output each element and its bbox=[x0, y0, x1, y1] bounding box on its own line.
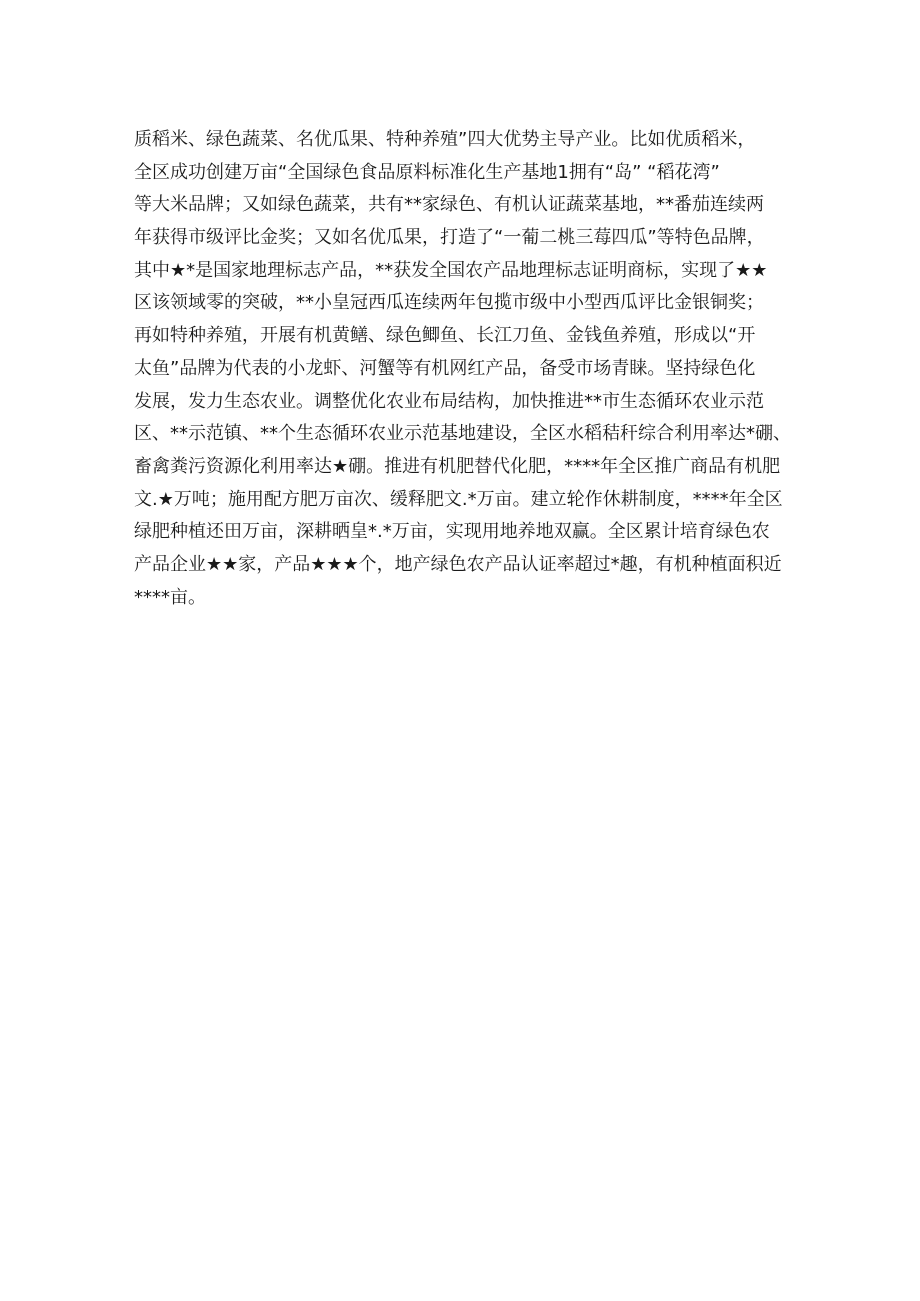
paragraph-line: ****亩。 bbox=[134, 586, 206, 608]
body-paragraph bbox=[134, 124, 814, 614]
paragraph-line: 其中★*是国家地理标志产品，**获发全国农产品地理标志证明商标，实现了★★ bbox=[134, 259, 768, 281]
paragraph-line: 全区成功创建万亩“全国绿色食品原料标准化生产基地1拥有“岛” “稻花湾” bbox=[134, 161, 720, 183]
paragraph-line: 年获得市级评比金奖；又如名优瓜果，打造了“一葡二桃三莓四瓜”等特色品牌， bbox=[134, 227, 765, 249]
paragraph-line: 畜禽粪污资源化利用率达★硼。推进有机肥替代化肥，****年全区推广商品有机肥 bbox=[134, 455, 781, 477]
paragraph-line: 绿肥种植还田万亩，深耕晒皇*.*万亩，实现用地养地双赢。全区累计培育绿色农 bbox=[134, 521, 770, 543]
paragraph-line: 再如特种养殖，开展有机黄鳝、绿色鲫鱼、长江刀鱼、金钱鱼养殖，形成以“开 bbox=[134, 325, 756, 347]
paragraph-line: 产品企业★★家，产品★★★个，地产绿色农产品认证率超过*趣，有机种植面积近 bbox=[134, 553, 782, 575]
paragraph-line: 文.★万吨；施用配方肥万亩次、缓释肥文.*万亩。建立轮作休耕制度，****年全区 bbox=[134, 488, 783, 510]
paragraph-line: 质稻米、绿色蔬菜、名优瓜果、特种养殖”四大优势主导产业。比如优质稻米， bbox=[134, 129, 756, 150]
paragraph-line: 等大米品牌；又如绿色蔬菜，共有**家绿色、有机认证蔬菜基地，**番茄连续两 bbox=[134, 194, 764, 216]
paragraph-line: 区该领域零的突破，**小皇冠西瓜连续两年包揽市级中小型西瓜评比金银铜奖； bbox=[134, 292, 764, 314]
paragraph-line: 太鱼”品牌为代表的小龙虾、河蟹等有机网红产品，备受市场青睐。坚持绿色化 bbox=[134, 357, 756, 379]
paragraph-line: 区、**示范镇、**个生态循环农业示范基地建设，全区水稻秸秆综合利用率达*硼、 bbox=[134, 423, 791, 445]
paragraph-line: 发展，发力生态农业。调整优化农业布局结构，加快推进**市生态循环农业示范 bbox=[134, 390, 764, 412]
